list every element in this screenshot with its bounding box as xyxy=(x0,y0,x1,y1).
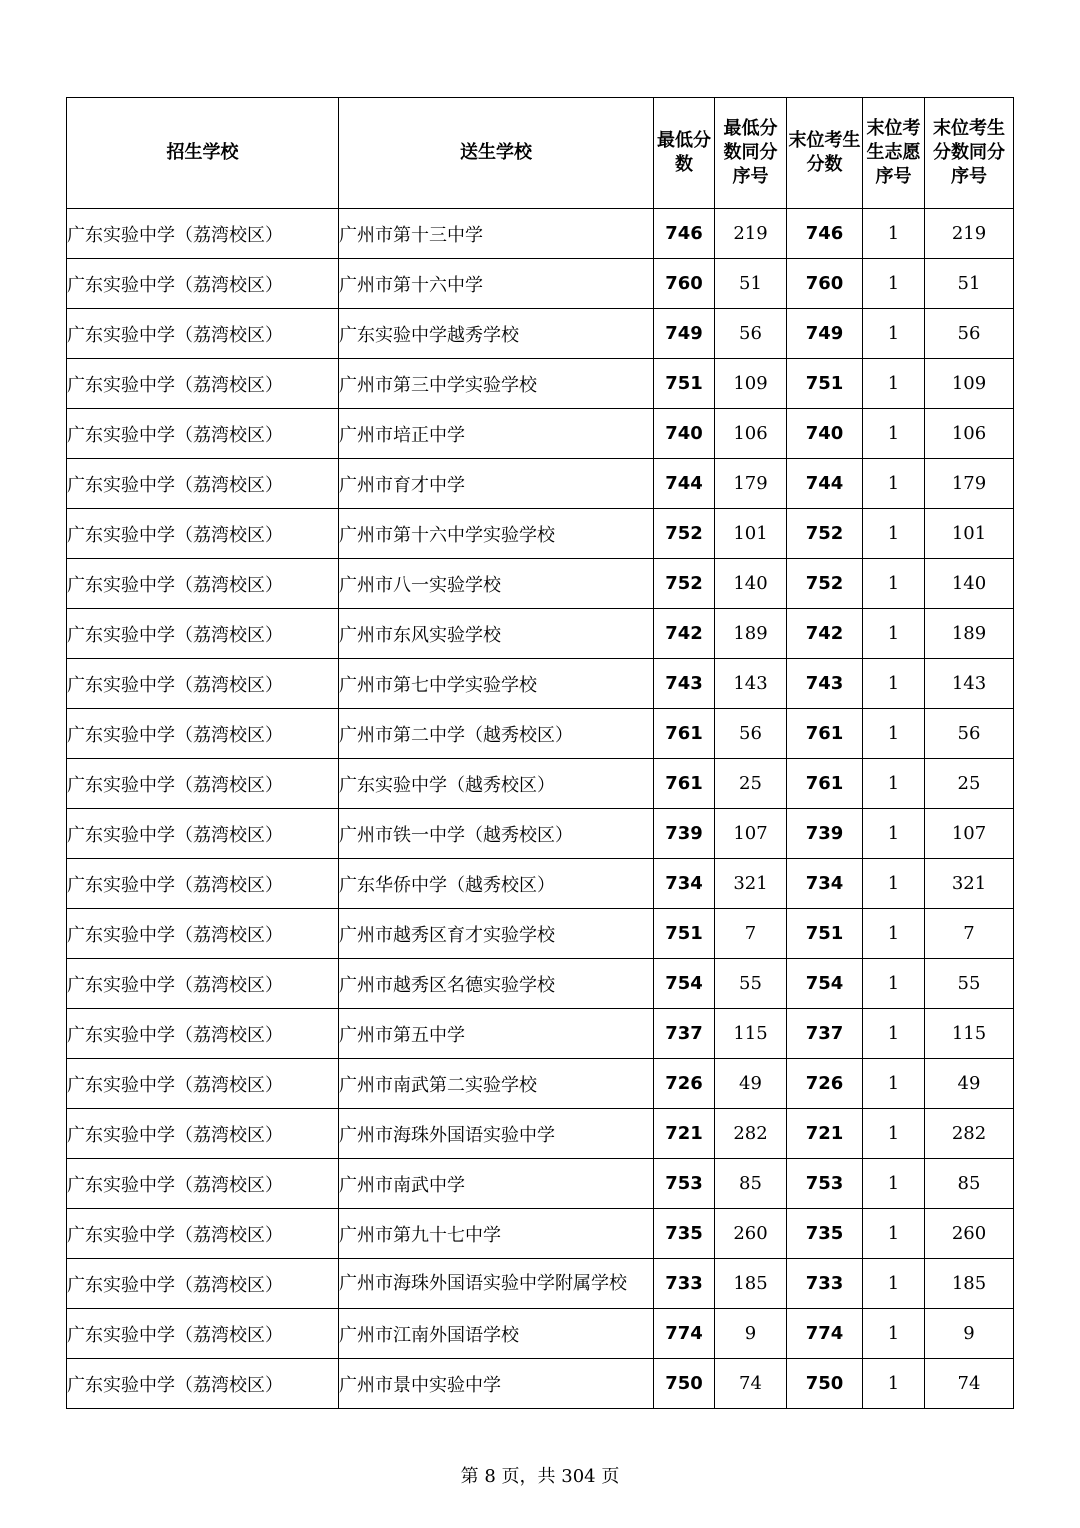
table-body xyxy=(67,209,1014,1409)
cell-recruit-school: 广东实验中学（荔湾校区） xyxy=(67,859,339,909)
cell-min-score: 744 xyxy=(654,459,715,509)
cell-recruit-school: 广东实验中学（荔湾校区） xyxy=(67,1059,339,1109)
table-row xyxy=(67,909,1014,959)
cell-last-score: 761 xyxy=(787,709,863,759)
header-last-rank: 末位考生分数同分序号 xyxy=(925,98,1014,209)
cell-recruit-school: 广东实验中学（荔湾校区） xyxy=(67,759,339,809)
cell-last-score: 754 xyxy=(787,959,863,1009)
cell-last-choice: 1 xyxy=(863,209,925,259)
cell-recruit-school: 广东实验中学（荔湾校区） xyxy=(67,709,339,759)
cell-last-rank: 56 xyxy=(925,709,1014,759)
cell-last-score: 743 xyxy=(787,659,863,709)
cell-sender-school: 广州市育才中学 xyxy=(339,459,654,509)
cell-sender-school: 广州市第五中学 xyxy=(339,1009,654,1059)
cell-last-rank: 74 xyxy=(925,1359,1014,1409)
cell-last-choice: 1 xyxy=(863,959,925,1009)
cell-min-score-rank: 143 xyxy=(715,659,787,709)
cell-sender-school: 广州市第三中学实验学校 xyxy=(339,359,654,409)
footer-total-pages: 304 xyxy=(561,1466,596,1487)
cell-last-rank: 51 xyxy=(925,259,1014,309)
cell-last-rank: 260 xyxy=(925,1209,1014,1259)
cell-last-rank: 55 xyxy=(925,959,1014,1009)
cell-min-score-rank: 109 xyxy=(715,359,787,409)
cell-min-score: 734 xyxy=(654,859,715,909)
cell-last-rank: 7 xyxy=(925,909,1014,959)
header-min-score-rank: 最低分数同分序号 xyxy=(715,98,787,209)
cell-last-choice: 1 xyxy=(863,1159,925,1209)
header-sender-school: 送生学校 xyxy=(339,98,654,209)
cell-last-score: 761 xyxy=(787,759,863,809)
table-row xyxy=(67,209,1014,259)
cell-min-score: 735 xyxy=(654,1209,715,1259)
table-row xyxy=(67,809,1014,859)
cell-min-score-rank: 25 xyxy=(715,759,787,809)
cell-min-score-rank: 189 xyxy=(715,609,787,659)
footer-page-suffix: 页，共 xyxy=(501,1466,556,1487)
cell-min-score: 751 xyxy=(654,909,715,959)
cell-last-choice: 1 xyxy=(863,559,925,609)
cell-min-score: 733 xyxy=(654,1259,715,1309)
cell-min-score: 761 xyxy=(654,709,715,759)
cell-recruit-school: 广东实验中学（荔湾校区） xyxy=(67,1009,339,1059)
cell-min-score: 742 xyxy=(654,609,715,659)
cell-min-score: 760 xyxy=(654,259,715,309)
cell-min-score: 774 xyxy=(654,1309,715,1359)
header-last-score: 末位考生分数 xyxy=(787,98,863,209)
cell-last-score: 734 xyxy=(787,859,863,909)
cell-recruit-school: 广东实验中学（荔湾校区） xyxy=(67,1309,339,1359)
table-row xyxy=(67,1309,1014,1359)
cell-recruit-school: 广东实验中学（荔湾校区） xyxy=(67,1109,339,1159)
cell-last-choice: 1 xyxy=(863,809,925,859)
table-row xyxy=(67,1159,1014,1209)
cell-min-score-rank: 7 xyxy=(715,909,787,959)
cell-last-score: 752 xyxy=(787,509,863,559)
table-row xyxy=(67,1059,1014,1109)
table-row xyxy=(67,959,1014,1009)
cell-min-score-rank: 55 xyxy=(715,959,787,1009)
cell-sender-school: 广州市第十六中学 xyxy=(339,259,654,309)
cell-last-rank: 115 xyxy=(925,1009,1014,1059)
table-row xyxy=(67,459,1014,509)
cell-min-score-rank: 185 xyxy=(715,1259,787,1309)
cell-recruit-school: 广东实验中学（荔湾校区） xyxy=(67,209,339,259)
footer-page-number: 8 xyxy=(484,1466,496,1487)
cell-last-rank: 140 xyxy=(925,559,1014,609)
cell-min-score-rank: 101 xyxy=(715,509,787,559)
cell-recruit-school: 广东实验中学（荔湾校区） xyxy=(67,409,339,459)
cell-last-choice: 1 xyxy=(863,1359,925,1409)
cell-min-score-rank: 49 xyxy=(715,1059,787,1109)
cell-sender-school: 广州市铁一中学（越秀校区） xyxy=(339,809,654,859)
header-min-score: 最低分数 xyxy=(654,98,715,209)
cell-last-score: 760 xyxy=(787,259,863,309)
cell-last-rank: 143 xyxy=(925,659,1014,709)
cell-sender-school: 广州市江南外国语学校 xyxy=(339,1309,654,1359)
cell-min-score-rank: 282 xyxy=(715,1109,787,1159)
cell-last-score: 733 xyxy=(787,1259,863,1309)
cell-recruit-school: 广东实验中学（荔湾校区） xyxy=(67,909,339,959)
cell-last-choice: 1 xyxy=(863,259,925,309)
page-footer xyxy=(0,1462,1080,1488)
cell-sender-school: 广州市南武中学 xyxy=(339,1159,654,1209)
cell-last-choice: 1 xyxy=(863,409,925,459)
cell-last-rank: 189 xyxy=(925,609,1014,659)
table-row xyxy=(67,409,1014,459)
cell-last-choice: 1 xyxy=(863,1259,925,1309)
cell-recruit-school: 广东实验中学（荔湾校区） xyxy=(67,559,339,609)
cell-last-rank: 25 xyxy=(925,759,1014,809)
cell-last-rank: 185 xyxy=(925,1259,1014,1309)
cell-min-score: 721 xyxy=(654,1109,715,1159)
cell-last-score: 744 xyxy=(787,459,863,509)
cell-recruit-school: 广东实验中学（荔湾校区） xyxy=(67,959,339,1009)
cell-min-score-rank: 219 xyxy=(715,209,787,259)
cell-min-score-rank: 51 xyxy=(715,259,787,309)
cell-last-score: 750 xyxy=(787,1359,863,1409)
cell-last-score: 742 xyxy=(787,609,863,659)
cell-last-score: 753 xyxy=(787,1159,863,1209)
cell-min-score: 761 xyxy=(654,759,715,809)
table-row xyxy=(67,1009,1014,1059)
cell-min-score-rank: 115 xyxy=(715,1009,787,1059)
cell-last-choice: 1 xyxy=(863,609,925,659)
cell-min-score-rank: 179 xyxy=(715,459,787,509)
cell-last-score: 735 xyxy=(787,1209,863,1259)
cell-last-rank: 282 xyxy=(925,1109,1014,1159)
cell-min-score: 752 xyxy=(654,509,715,559)
cell-sender-school: 广州市八一实验学校 xyxy=(339,559,654,609)
cell-min-score-rank: 56 xyxy=(715,709,787,759)
cell-sender-school: 广州市第七中学实验学校 xyxy=(339,659,654,709)
table-row xyxy=(67,859,1014,909)
admissions-table xyxy=(66,97,1014,1409)
cell-sender-school: 广州市第二中学（越秀校区） xyxy=(339,709,654,759)
table-row xyxy=(67,1359,1014,1409)
cell-last-score: 721 xyxy=(787,1109,863,1159)
cell-min-score-rank: 74 xyxy=(715,1359,787,1409)
cell-last-score: 739 xyxy=(787,809,863,859)
cell-last-rank: 106 xyxy=(925,409,1014,459)
cell-last-choice: 1 xyxy=(863,1109,925,1159)
cell-sender-school: 广州市培正中学 xyxy=(339,409,654,459)
cell-last-rank: 321 xyxy=(925,859,1014,909)
cell-min-score-rank: 260 xyxy=(715,1209,787,1259)
cell-min-score: 753 xyxy=(654,1159,715,1209)
cell-min-score-rank: 56 xyxy=(715,309,787,359)
cell-min-score: 750 xyxy=(654,1359,715,1409)
cell-recruit-school: 广东实验中学（荔湾校区） xyxy=(67,259,339,309)
cell-last-choice: 1 xyxy=(863,909,925,959)
cell-last-score: 746 xyxy=(787,209,863,259)
table-row xyxy=(67,609,1014,659)
cell-last-rank: 109 xyxy=(925,359,1014,409)
cell-min-score-rank: 321 xyxy=(715,859,787,909)
cell-min-score-rank: 106 xyxy=(715,409,787,459)
cell-last-choice: 1 xyxy=(863,359,925,409)
cell-recruit-school: 广东实验中学（荔湾校区） xyxy=(67,309,339,359)
cell-last-rank: 85 xyxy=(925,1159,1014,1209)
cell-min-score: 754 xyxy=(654,959,715,1009)
cell-min-score: 752 xyxy=(654,559,715,609)
cell-recruit-school: 广东实验中学（荔湾校区） xyxy=(67,609,339,659)
cell-min-score-rank: 140 xyxy=(715,559,787,609)
cell-min-score: 737 xyxy=(654,1009,715,1059)
footer-page-prefix: 第 xyxy=(460,1466,479,1487)
cell-last-choice: 1 xyxy=(863,309,925,359)
cell-last-choice: 1 xyxy=(863,659,925,709)
footer-total-suffix: 页 xyxy=(601,1466,620,1487)
cell-sender-school: 广州市海珠外国语实验中学 xyxy=(339,1109,654,1159)
cell-last-choice: 1 xyxy=(863,459,925,509)
cell-min-score-rank: 107 xyxy=(715,809,787,859)
cell-last-rank: 101 xyxy=(925,509,1014,559)
cell-recruit-school: 广东实验中学（荔湾校区） xyxy=(67,1159,339,1209)
cell-last-choice: 1 xyxy=(863,709,925,759)
cell-last-rank: 107 xyxy=(925,809,1014,859)
cell-last-score: 740 xyxy=(787,409,863,459)
cell-last-score: 751 xyxy=(787,359,863,409)
table-row xyxy=(67,1209,1014,1259)
cell-min-score-rank: 85 xyxy=(715,1159,787,1209)
cell-min-score: 740 xyxy=(654,409,715,459)
cell-sender-school: 广东华侨中学（越秀校区） xyxy=(339,859,654,909)
cell-sender-school: 广州市第十三中学 xyxy=(339,209,654,259)
cell-sender-school: 广州市第十六中学实验学校 xyxy=(339,509,654,559)
table-row xyxy=(67,759,1014,809)
cell-recruit-school: 广东实验中学（荔湾校区） xyxy=(67,1359,339,1409)
table-row xyxy=(67,359,1014,409)
table-row xyxy=(67,259,1014,309)
cell-last-score: 726 xyxy=(787,1059,863,1109)
cell-recruit-school: 广东实验中学（荔湾校区） xyxy=(67,459,339,509)
cell-sender-school: 广州市海珠外国语实验中学附属学校 xyxy=(339,1259,654,1309)
cell-last-choice: 1 xyxy=(863,1309,925,1359)
cell-last-choice: 1 xyxy=(863,1059,925,1109)
table-row xyxy=(67,659,1014,709)
cell-sender-school: 广州市第九十七中学 xyxy=(339,1209,654,1259)
cell-last-rank: 56 xyxy=(925,309,1014,359)
table-row xyxy=(67,559,1014,609)
cell-sender-school: 广东实验中学越秀学校 xyxy=(339,309,654,359)
cell-sender-school: 广州市东风实验学校 xyxy=(339,609,654,659)
cell-sender-school: 广州市越秀区育才实验学校 xyxy=(339,909,654,959)
cell-last-choice: 1 xyxy=(863,1209,925,1259)
cell-sender-school: 广东实验中学（越秀校区） xyxy=(339,759,654,809)
cell-recruit-school: 广东实验中学（荔湾校区） xyxy=(67,1259,339,1309)
cell-last-score: 774 xyxy=(787,1309,863,1359)
cell-recruit-school: 广东实验中学（荔湾校区） xyxy=(67,1209,339,1259)
cell-last-rank: 219 xyxy=(925,209,1014,259)
cell-sender-school: 广州市南武第二实验学校 xyxy=(339,1059,654,1109)
table-row xyxy=(67,309,1014,359)
cell-last-rank: 9 xyxy=(925,1309,1014,1359)
table-row xyxy=(67,1109,1014,1159)
cell-recruit-school: 广东实验中学（荔湾校区） xyxy=(67,359,339,409)
table-row xyxy=(67,709,1014,759)
cell-sender-school: 广州市景中实验中学 xyxy=(339,1359,654,1409)
table-row xyxy=(67,509,1014,559)
header-recruit-school: 招生学校 xyxy=(67,98,339,209)
header-last-choice: 末位考生志愿序号 xyxy=(863,98,925,209)
cell-last-rank: 179 xyxy=(925,459,1014,509)
cell-min-score: 743 xyxy=(654,659,715,709)
cell-last-rank: 49 xyxy=(925,1059,1014,1109)
cell-min-score: 746 xyxy=(654,209,715,259)
cell-recruit-school: 广东实验中学（荔湾校区） xyxy=(67,809,339,859)
cell-min-score: 726 xyxy=(654,1059,715,1109)
header-row xyxy=(67,98,1014,209)
cell-last-score: 751 xyxy=(787,909,863,959)
cell-last-score: 752 xyxy=(787,559,863,609)
cell-min-score-rank: 9 xyxy=(715,1309,787,1359)
cell-min-score: 739 xyxy=(654,809,715,859)
cell-sender-school: 广州市越秀区名德实验学校 xyxy=(339,959,654,1009)
cell-min-score: 751 xyxy=(654,359,715,409)
cell-last-score: 737 xyxy=(787,1009,863,1059)
cell-last-choice: 1 xyxy=(863,759,925,809)
table-row xyxy=(67,1259,1014,1309)
cell-min-score: 749 xyxy=(654,309,715,359)
cell-recruit-school: 广东实验中学（荔湾校区） xyxy=(67,659,339,709)
cell-last-choice: 1 xyxy=(863,859,925,909)
cell-last-choice: 1 xyxy=(863,1009,925,1059)
cell-last-score: 749 xyxy=(787,309,863,359)
cell-last-choice: 1 xyxy=(863,509,925,559)
cell-recruit-school: 广东实验中学（荔湾校区） xyxy=(67,509,339,559)
